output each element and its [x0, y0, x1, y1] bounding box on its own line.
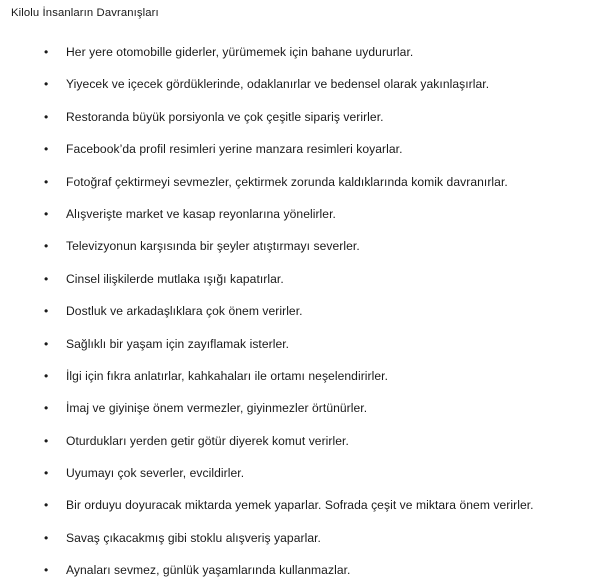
list-item — [0, 489, 602, 521]
list-item-text: Restoranda büyük porsiyonla ve çok çeşitle sipariş verirler. — [66, 109, 384, 124]
bullet-icon: • — [44, 109, 49, 124]
bullet-icon: • — [44, 77, 49, 92]
bullet-icon: • — [44, 45, 49, 59]
list-item — [0, 295, 602, 327]
list-item — [0, 101, 602, 133]
list-item-text: Uyumayı çok severler, evcildirler. — [66, 466, 245, 481]
list-item-text: Her yere otomobille giderler, yürümemek için bahane uydururlar. — [66, 45, 414, 59]
behavior-bullet-list — [0, 36, 602, 587]
bullet-icon: • — [44, 498, 49, 513]
list-item-text: Dostluk ve arkadaşlıklara çok önem verirler. — [66, 304, 303, 319]
list-item-text: Yiyecek ve içecek gördüklerinde, odaklanırlar ve bedensel olarak yakınlaşırlar. — [66, 77, 490, 92]
bullet-icon: • — [44, 368, 49, 383]
list-item — [0, 166, 602, 198]
list-item-text: İmaj ve giyinişe önem vermezler, giyinmezler örtünürler. — [66, 401, 368, 416]
list-item — [0, 328, 602, 360]
list-item — [0, 554, 602, 586]
bullet-icon: • — [44, 433, 49, 448]
list-item — [0, 36, 602, 68]
bullet-icon: • — [44, 466, 49, 481]
bullet-icon: • — [44, 142, 49, 157]
list-item — [0, 457, 602, 489]
bullet-icon: • — [44, 401, 49, 416]
list-item — [0, 392, 602, 424]
bullet-icon: • — [44, 174, 49, 189]
list-item-text: Televizyonun karşısında bir şeyler atıştırmayı severler. — [66, 239, 360, 254]
list-item — [0, 522, 602, 554]
list-item-text: Bir orduyu doyuracak miktarda yemek yaparlar. Sofrada çeşit ve miktara önem verirler. — [66, 498, 534, 513]
list-item-text: Aynaları sevmez, günlük yaşamlarında kullanmazlar. — [66, 563, 351, 578]
list-item — [0, 263, 602, 295]
bullet-icon: • — [44, 239, 49, 254]
list-item-text: Savaş çıkacakmış gibi stoklu alışveriş yaparlar. — [66, 530, 321, 545]
list-item — [0, 198, 602, 230]
list-item-text: İlgi için fıkra anlatırlar, kahkahaları ile ortamı neşelendirirler. — [66, 368, 388, 383]
bullet-icon: • — [44, 304, 49, 319]
list-item — [0, 68, 602, 100]
list-item-text: Sağlıklı bir yaşam için zayıflamak isterler. — [66, 336, 290, 351]
list-item — [0, 230, 602, 262]
list-item-text: Fotoğraf çektirmeyi sevmezler, çektirmek zorunda kaldıklarında komik davranırlar. — [66, 174, 508, 189]
bullet-icon: • — [44, 271, 49, 286]
bullet-icon: • — [44, 336, 49, 351]
bullet-icon: • — [44, 563, 49, 578]
list-item-text: Alışverişte market ve kasap reyonlarına yönelirler. — [66, 206, 336, 221]
list-item-text: Cinsel ilişkilerde mutlaka ışığı kapatırlar. — [66, 271, 284, 286]
list-item — [0, 425, 602, 457]
bullet-icon: • — [44, 206, 49, 221]
list-item — [0, 133, 602, 165]
list-item — [0, 360, 602, 392]
bullet-icon: • — [44, 530, 49, 545]
list-item-text: Facebook’da profil resimleri yerine manzara resimleri koyarlar. — [66, 142, 403, 157]
page-title: Kilolu İnsanların Davranışları — [11, 7, 159, 19]
list-item-text: Oturdukları yerden getir götür diyerek komut verirler. — [66, 433, 349, 448]
